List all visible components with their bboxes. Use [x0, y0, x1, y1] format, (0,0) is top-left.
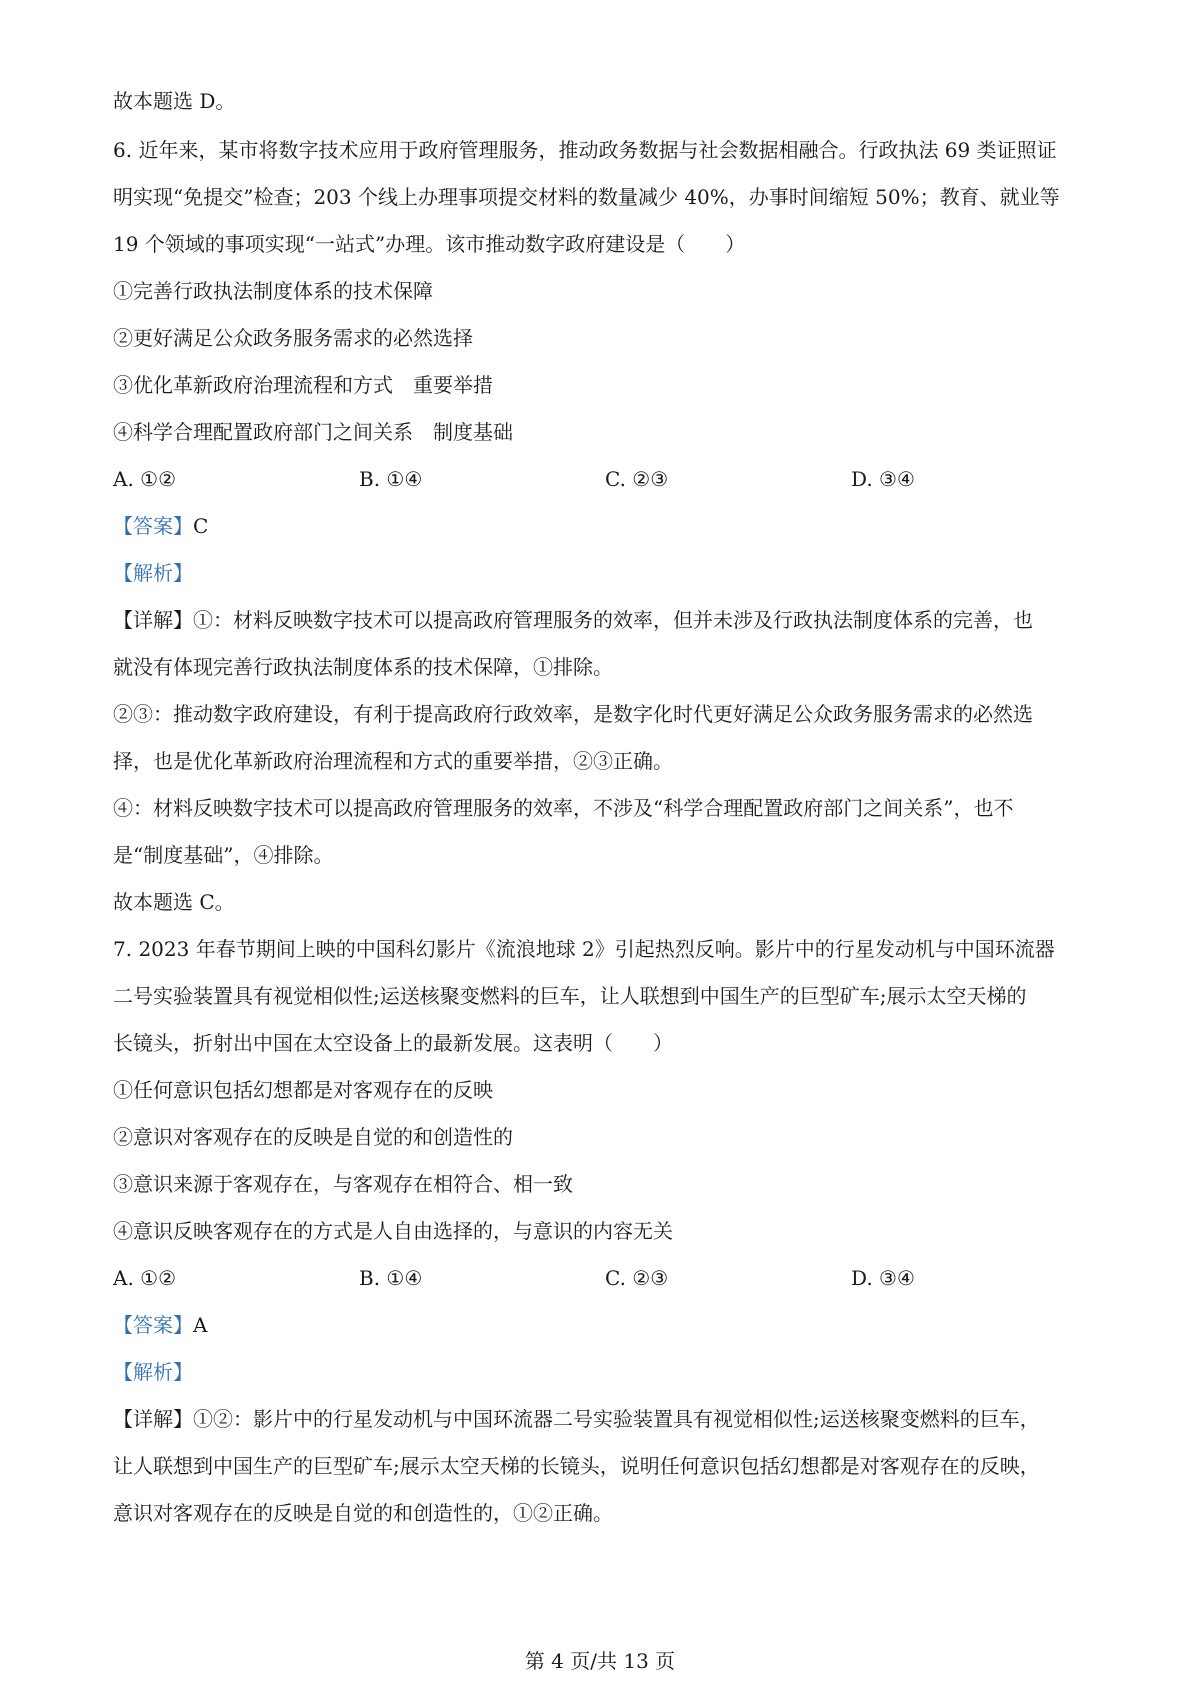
q7-option-c: C. ②③	[605, 1266, 669, 1290]
q6-detail-line-6: 是“制度基础”，④排除。	[113, 843, 334, 867]
q7-option-a: A. ①②	[113, 1266, 177, 1290]
q6-answer-value: C	[193, 514, 209, 538]
q7-detail-label: 【详解】	[113, 1407, 193, 1431]
q6-detail-line-2: 就没有体现完善行政执法制度体系的技术保障，①排除。	[113, 655, 613, 679]
q6-detail-line-5: ④：材料反映数字技术可以提高政府管理服务的效率，不涉及“科学合理配置政府部门之间关系”，也不	[113, 796, 1014, 820]
q6-statement-2: ②更好满足公众政务服务需求的必然选择	[113, 326, 473, 350]
q7-detail-text-1: ①②：影片中的行星发动机与中国环流器二号实验装置具有视觉相似性;运送核聚变燃料的巨车，	[193, 1407, 1040, 1431]
q7-stem-line-2: 二号实验装置具有视觉相似性;运送核聚变燃料的巨车，让人联想到中国生产的巨型矿车;展示太空天梯的	[113, 984, 1027, 1008]
q7-stem-line-1: 7. 2023 年春节期间上映的中国科幻影片《流浪地球 2》引起热烈反响。影片中的行星发动机与中国环流器	[113, 937, 1055, 961]
q7-statement-4: ④意识反映客观存在的方式是人自由选择的，与意识的内容无关	[113, 1219, 673, 1243]
q7-detail-line-1	[113, 1404, 1040, 1434]
q6-analysis-label: 【解析】	[113, 561, 193, 585]
q6-option-a: A. ①②	[113, 467, 177, 491]
q7-detail-line-2: 让人联想到中国生产的巨型矿车;展示太空天梯的长镜头，说明任何意识包括幻想都是对客观存在的反映，	[113, 1454, 1040, 1478]
q6-stem-line-3: 19 个领域的事项实现“一站式”办理。该市推动数字政府建设是（ ）	[113, 232, 746, 256]
prev-conclusion: 故本题选 D。	[113, 89, 236, 113]
q6-stem-line-1: 6. 近年来，某市将数字技术应用于政府管理服务，推动政务数据与社会数据相融合。行政执法 69 类证照证	[113, 138, 1057, 162]
q6-stem-line-2: 明实现“免提交”检查；203 个线上办理事项提交材料的数量减少 40%，办事时间缩短 50%；教育、就业等	[113, 185, 1060, 209]
q7-option-b: B. ①④	[359, 1266, 423, 1290]
q6-statement-1: ①完善行政执法制度体系的技术保障	[113, 279, 433, 303]
q7-statement-3: ③意识来源于客观存在，与客观存在相符合、相一致	[113, 1172, 573, 1196]
q6-answer	[113, 511, 208, 541]
q7-detail-line-3: 意识对客观存在的反映是自觉的和创造性的，①②正确。	[113, 1501, 613, 1525]
q7-options	[113, 1263, 1113, 1293]
q6-statement-3: ③优化革新政府治理流程和方式 重要举措	[113, 373, 493, 397]
page-footer: 第 4 页/共 13 页	[524, 1649, 676, 1673]
q6-answer-label: 【答案】	[113, 514, 193, 538]
q7-statement-2: ②意识对客观存在的反映是自觉的和创造性的	[113, 1125, 513, 1149]
q7-stem-line-3: 长镜头，折射出中国在太空设备上的最新发展。这表明（ ）	[113, 1031, 673, 1055]
q6-option-d: D. ③④	[851, 467, 915, 491]
q6-conclusion: 故本题选 C。	[113, 890, 235, 914]
q6-detail-line-3: ②③：推动数字政府建设，有利于提高政府行政效率，是数字化时代更好满足公众政务服务需求的必然选	[113, 702, 1033, 726]
q6-detail-line-1	[113, 605, 1033, 635]
q7-analysis-label: 【解析】	[113, 1360, 193, 1384]
q6-detail-line-4: 择，也是优化革新政府治理流程和方式的重要举措，②③正确。	[113, 749, 673, 773]
q6-statement-4: ④科学合理配置政府部门之间关系 制度基础	[113, 420, 513, 444]
q7-answer-value: A	[193, 1313, 208, 1337]
q6-detail-text-1: ①：材料反映数字技术可以提高政府管理服务的效率，但并未涉及行政执法制度体系的完善，也	[193, 608, 1033, 632]
q6-option-c: C. ②③	[605, 467, 669, 491]
q7-answer-label: 【答案】	[113, 1313, 193, 1337]
q6-detail-label: 【详解】	[113, 608, 193, 632]
q7-answer	[113, 1310, 207, 1340]
q6-option-b: B. ①④	[359, 467, 423, 491]
q6-options	[113, 464, 1113, 494]
q7-option-d: D. ③④	[851, 1266, 915, 1290]
q7-statement-1: ①任何意识包括幻想都是对客观存在的反映	[113, 1078, 493, 1102]
